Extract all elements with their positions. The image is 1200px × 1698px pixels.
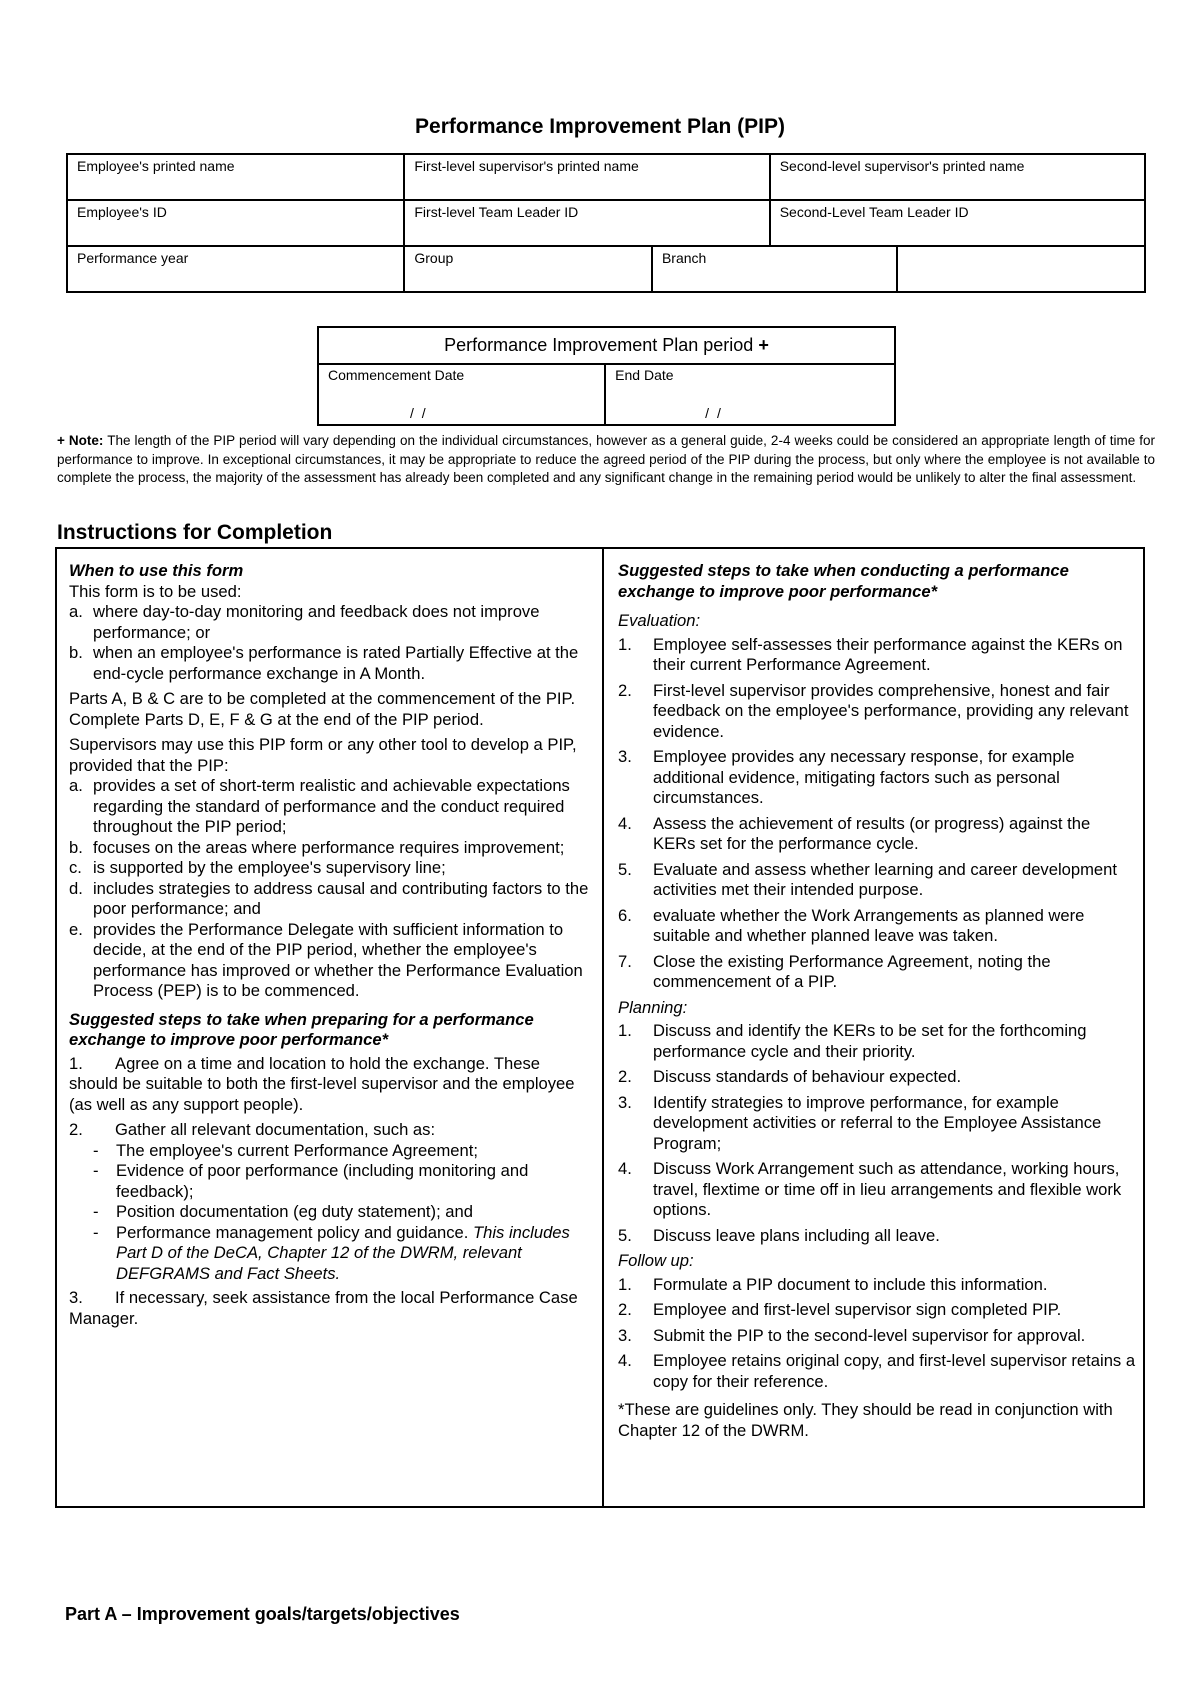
performance-year-label: Performance year (77, 250, 189, 266)
first-team-leader-id-field[interactable] (404, 200, 769, 246)
list-marker: - (93, 1140, 99, 1160)
first-supervisor-name-label: First-level supervisor's printed name (414, 158, 639, 174)
list-item (618, 1159, 1136, 1221)
list-item (69, 920, 591, 1002)
end-date-label: End Date (615, 367, 674, 383)
follow-up-list (618, 1275, 1136, 1393)
list-marker: 2. (618, 1300, 632, 1319)
list-item (69, 643, 591, 684)
list-marker: 3. (618, 747, 632, 766)
group-field[interactable] (404, 246, 652, 292)
commencement-date-field[interactable] (318, 364, 605, 425)
list-text: Discuss leave plans including all leave. (653, 1225, 940, 1245)
list-marker: 3. (618, 1092, 632, 1112)
part-a-heading: Part A – Improvement goals/targets/objectives (65, 1604, 460, 1624)
list-item (618, 952, 1136, 993)
list-text: evaluate whether the Work Arrangements as planned were suitable and whether planned leave was taken. (653, 905, 1085, 945)
list-item (618, 906, 1136, 947)
pip-criteria-list (69, 776, 591, 1002)
when-to-use-heading: When to use this form (69, 561, 244, 580)
list-text: includes strategies to address causal and contributing factors to the poor performance; and (93, 878, 589, 918)
list-text: Performance management policy and guidance. (116, 1222, 473, 1242)
branch-field[interactable] (652, 246, 898, 292)
list-marker: a. (69, 602, 83, 621)
list-item (618, 635, 1136, 676)
pip-period-mark: + (758, 335, 769, 355)
list-item (618, 1351, 1136, 1392)
supervisors-instruction: Supervisors may use this PIP form or any other tool to develop a PIP, provided that the PIP: (69, 735, 577, 775)
list-text: Evaluate and assess whether learning and career development activities met their intended purpose. (653, 859, 1117, 899)
preparing-step-2 (69, 1120, 591, 1141)
list-item (618, 814, 1136, 855)
branch-label: Branch (661, 250, 707, 266)
list-marker: e. (69, 919, 83, 939)
list-marker: 4. (618, 813, 632, 833)
list-item (69, 602, 591, 643)
list-text: Identify strategies to improve performance, for example development activities or referral to the Employee Assistance Program; (653, 1092, 1102, 1153)
list-text-italic: This includes Part D of the DeCA, Chapter 12 of the DWRM, relevant DEFGRAMS and Fact Sheets. (116, 1222, 570, 1283)
list-marker: - (93, 1202, 99, 1221)
second-team-leader-id-label: Second-Level Team Leader ID (779, 204, 969, 220)
instructions-box (55, 547, 1145, 1508)
list-item (69, 776, 591, 838)
list-text: Discuss and identify the KERs to be set for the forthcoming performance cycle and their priority. (653, 1021, 1087, 1061)
list-item (618, 1300, 1136, 1321)
list-text: is supported by the employee's supervisory line; (93, 858, 446, 877)
list-item (69, 838, 591, 859)
list-item (69, 879, 591, 920)
employee-name-label: Employee's printed name (77, 158, 235, 174)
employee-id-field[interactable] (67, 200, 404, 246)
list-text: Employee retains original copy, and first-level supervisor retains a copy for their reference. (653, 1351, 1136, 1391)
end-date-slashes: / / (705, 405, 723, 421)
list-text: Formulate a PIP document to include this information. (653, 1274, 1048, 1294)
when-to-use-list (69, 602, 591, 684)
list-item (69, 1141, 591, 1162)
pip-period-table (317, 326, 896, 426)
list-marker: 7. (618, 951, 632, 971)
list-text: Employee provides any necessary response, for example additional evidence, mitigating factors such as personal circumstances. (653, 747, 1075, 807)
column-divider (602, 549, 604, 1506)
list-marker: 6. (618, 905, 632, 925)
employee-id-label: Employee's ID (77, 204, 167, 220)
conducting-heading: Suggested steps to take when conducting a performance exchange to improve poor performance* (618, 561, 1069, 601)
group-label: Group (414, 250, 454, 266)
follow-up-label: Follow up: (618, 1251, 694, 1270)
employee-details-table (66, 153, 1146, 293)
planning-list (618, 1021, 1136, 1246)
list-marker: a. (69, 776, 83, 795)
list-marker: 4. (618, 1159, 632, 1178)
list-marker: b. (69, 837, 83, 857)
list-text: Position documentation (eg duty statement); and (116, 1202, 473, 1221)
planning-label: Planning: (618, 997, 688, 1017)
instructions-left-column (69, 561, 591, 1334)
list-item (618, 1275, 1136, 1296)
first-team-leader-id-label: First-level Team Leader ID (414, 204, 579, 220)
employee-name-field[interactable] (67, 154, 404, 200)
step-text: Gather all relevant documentation, such as: (115, 1120, 436, 1139)
list-text: focuses on the areas where performance requires improvement; (93, 837, 565, 857)
list-marker: 5. (618, 859, 632, 879)
note-label: + Note: (57, 433, 104, 448)
step-number: 3. (69, 1288, 83, 1307)
list-item (618, 1226, 1136, 1247)
list-marker: 4. (618, 1351, 632, 1370)
list-text: First-level supervisor provides comprehensive, honest and fair feedback on the employee's performance, providing any relevant evidence. (653, 680, 1129, 741)
list-text: Submit the PIP to the second-level supervisor for approval. (653, 1325, 1086, 1345)
second-team-leader-id-field[interactable] (770, 200, 1145, 246)
list-marker: 5. (618, 1225, 632, 1245)
preparing-heading: Suggested steps to take when preparing for a performance exchange to improve poor performance* (69, 1009, 534, 1049)
list-marker: 2. (618, 1067, 632, 1086)
list-item (618, 1093, 1136, 1155)
list-text: Assess the achievement of results (or progress) against the KERs set for the performance cycle. (653, 813, 1091, 853)
pip-period-heading-text: Performance Improvement Plan period (444, 335, 754, 355)
list-item (69, 1202, 591, 1223)
list-text: Discuss Work Arrangement such as attendance, working hours, travel, flextime or time off in lieu arrangements and flexible work options. (653, 1159, 1122, 1219)
list-marker: 1. (618, 634, 632, 654)
step-number: 2. (69, 1120, 83, 1139)
list-text: Employee self-assesses their performance against the KERs on their current Performance Agreement. (653, 634, 1123, 674)
list-marker: 1. (618, 1274, 632, 1294)
note-text: The length of the PIP period will vary depending on the individual circumstances, however as a general guide, 2-4 weeks could be considered an appropriate length of time for performance to improve. In exceptional circumstances, it may be appropriate to reduce the agreed period of the PIP during the process, but only where the employee is not available to complete the process, the majority of the assessment has already been completed and any significant change in the remaining period would be unlikely to alter the final assessment. (57, 433, 1155, 485)
list-item (69, 1161, 591, 1202)
list-text: Employee and first-level supervisor sign completed PIP. (653, 1300, 1062, 1319)
commencement-date-label: Commencement Date (328, 367, 465, 383)
list-item (69, 1223, 591, 1285)
preparing-step-1 (69, 1054, 591, 1116)
list-marker: - (93, 1161, 99, 1180)
list-text: The employee's current Performance Agreement; (116, 1140, 478, 1160)
blank-field[interactable] (897, 246, 1145, 292)
second-supervisor-name-field[interactable] (770, 154, 1145, 200)
list-marker: - (93, 1222, 99, 1242)
preparing-step-3 (69, 1288, 591, 1329)
list-text: where day-to-day monitoring and feedback does not improve performance; or (93, 602, 540, 642)
parts-instruction: Parts A, B & C are to be completed at the commencement of the PIP. Complete Parts D, E, F & G at the end of the PIP period. (69, 689, 576, 729)
page-title: Performance Improvement Plan (PIP) (415, 115, 785, 138)
list-item (618, 860, 1136, 901)
documentation-list (69, 1141, 591, 1285)
step-text: If necessary, seek assistance from the local Performance Case Manager. (69, 1288, 578, 1328)
list-item (69, 858, 591, 879)
evaluation-list (618, 635, 1136, 993)
first-supervisor-name-field[interactable] (404, 154, 769, 200)
list-item (618, 1021, 1136, 1062)
list-marker: c. (69, 858, 82, 877)
list-text: Discuss standards of behaviour expected. (653, 1067, 962, 1086)
list-marker: b. (69, 643, 83, 662)
list-marker: 2. (618, 680, 632, 700)
step-text: Agree on a time and location to hold the exchange. These should be suitable to both the first-level supervisor and the employee (as well as any support people). (69, 1053, 575, 1114)
guidelines-note: *These are guidelines only. They should be read in conjunction with Chapter 12 of the DWRM. (618, 1400, 1113, 1440)
list-text: when an employee's performance is rated Partially Effective at the end-cycle performance exchange in A Month. (93, 643, 579, 683)
evaluation-label: Evaluation: (618, 611, 701, 630)
list-text: Close the existing Performance Agreement, noting the commencement of a PIP. (653, 951, 1051, 991)
instructions-heading: Instructions for Completion (57, 521, 333, 544)
list-text: provides a set of short-term realistic and achievable expectations regarding the standard of performance and the conduct required throughout the PIP period; (93, 776, 570, 836)
list-item (618, 681, 1136, 743)
list-marker: 3. (618, 1325, 632, 1345)
commencement-date-slashes: / / (410, 405, 428, 421)
when-to-use-intro: This form is to be used: (69, 581, 242, 601)
step-number: 1. (69, 1053, 83, 1073)
list-marker: d. (69, 878, 83, 898)
second-supervisor-name-label: Second-level supervisor's printed name (779, 158, 1025, 174)
end-date-field[interactable] (605, 364, 895, 425)
instructions-right-column (618, 561, 1136, 1441)
pip-period-note (57, 432, 1155, 488)
performance-year-field[interactable] (67, 246, 404, 292)
list-item (618, 1067, 1136, 1088)
pip-period-heading (318, 327, 895, 364)
list-text: provides the Performance Delegate with sufficient information to decide, at the end of the PIP period, whether the employee's performance has improved or whether the Performance Evaluation Process (PEP) is to be commenced. (93, 919, 583, 1000)
list-item (618, 747, 1136, 809)
list-item (618, 1326, 1136, 1347)
list-marker: 1. (618, 1021, 632, 1040)
list-text: Evidence of poor performance (including monitoring and feedback); (116, 1161, 529, 1201)
